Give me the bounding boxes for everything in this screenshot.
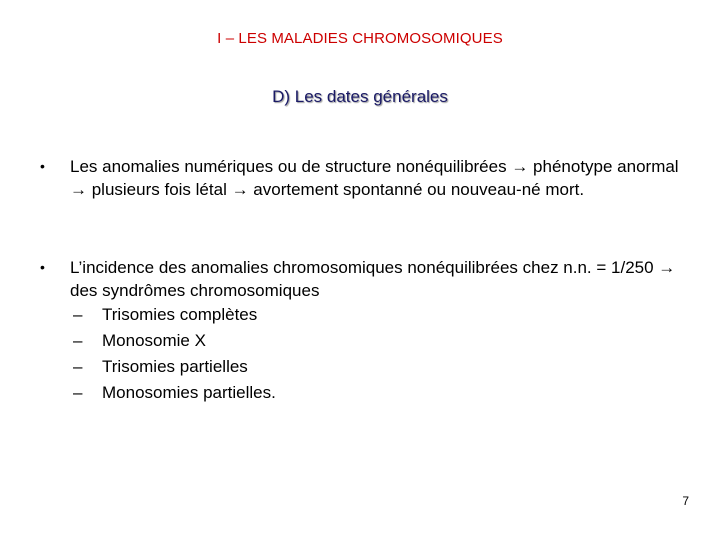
- sub-item-text: Trisomies partielles: [102, 357, 248, 376]
- bullet-marker: •: [40, 259, 45, 275]
- bullet-item-1: [40, 155, 680, 201]
- sub-item-text: Monosomies partielles.: [102, 383, 276, 402]
- bullet-text-2: L’incidence des anomalies chromosomiques nonéquilibrées chez n.n. = 1/250 → des syndrômes chromosomiques: [70, 258, 676, 300]
- bullet-text-1: Les anomalies numériques ou de structure nonéquilibrées → phénotype anormal → plusieurs fois létal → avortement spontanné ou nouveau-né mort.: [70, 157, 679, 199]
- sub-item-2: [40, 328, 680, 354]
- sub-item-text: Trisomies complètes: [102, 305, 258, 324]
- slide-header: I – LES MALADIES CHROMOSOMIQUES: [217, 30, 503, 47]
- sub-item-text: Monosomie X: [102, 331, 206, 350]
- dash-marker: –: [73, 357, 83, 376]
- sub-item-4: [40, 380, 680, 406]
- slide-subtitle: D) Les dates générales: [272, 87, 448, 106]
- bullet-item-2: [40, 256, 680, 406]
- dash-marker: –: [73, 305, 83, 324]
- sub-item-3: [40, 354, 680, 380]
- sub-item-1: [40, 302, 680, 328]
- bullet-marker: •: [40, 158, 45, 174]
- dash-marker: –: [73, 331, 83, 350]
- dash-marker: –: [73, 383, 83, 402]
- sub-item-list: [40, 302, 680, 406]
- page-number: 7: [682, 494, 689, 508]
